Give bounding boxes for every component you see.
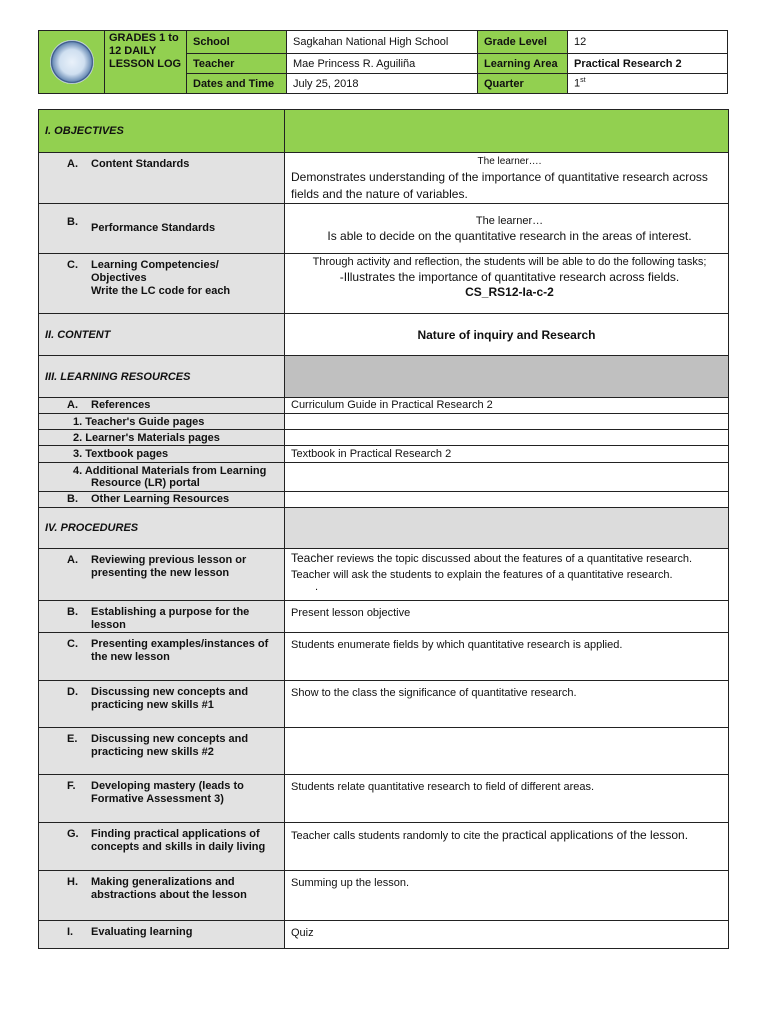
objectives-heading: I. OBJECTIVES xyxy=(39,110,285,153)
procedure-row-e xyxy=(39,728,729,775)
procedure-row-b xyxy=(39,601,729,633)
additional-materials-row xyxy=(39,463,729,492)
teachers-guide-value xyxy=(285,414,729,430)
quarter-label: Quarter xyxy=(478,74,568,94)
procedure-value-d: Show to the class the significance of quantitative research. xyxy=(285,681,729,728)
other-resources-row xyxy=(39,492,729,508)
other-resources-label: B. Other Learning Resources xyxy=(39,492,285,508)
school-value: Sagkahan National High School xyxy=(287,31,478,54)
objectives-row xyxy=(39,110,729,153)
lesson-log-table xyxy=(38,109,729,949)
content-value: Nature of inquiry and Research xyxy=(285,314,729,356)
references-label: A. References xyxy=(39,398,285,414)
procedure-row-g xyxy=(39,823,729,871)
dates-label: Dates and Time xyxy=(187,74,287,94)
procedures-heading: IV. PROCEDURES xyxy=(39,508,285,549)
textbook-label: 3. Textbook pages xyxy=(39,446,285,463)
grade-level-label: Grade Level xyxy=(478,31,568,54)
procedure-value-c: Students enumerate fields by which quantitative research is applied. xyxy=(285,633,729,681)
procedure-value-b: Present lesson objective xyxy=(285,601,729,633)
learning-area-label: Learning Area xyxy=(478,54,568,74)
other-resources-value xyxy=(285,492,729,508)
procedure-row-i xyxy=(39,921,729,949)
procedure-label-g: G. Finding practical applications of concepts and skills in daily living xyxy=(39,823,285,871)
header-table xyxy=(38,30,728,94)
resources-row xyxy=(39,356,729,398)
procedure-label-f: F. Developing mastery (leads to Formative Assessment 3) xyxy=(39,775,285,823)
procedure-row-d xyxy=(39,681,729,728)
procedure-value-h: Summing up the lesson. xyxy=(285,871,729,921)
textbook-row xyxy=(39,446,729,463)
teachers-guide-label: 1. Teacher's Guide pages xyxy=(39,414,285,430)
textbook-value: Textbook in Practical Research 2 xyxy=(285,446,729,463)
content-standards-value: The learner…. Demonstrates understanding of the importance of quantitative research across fields and the nature of variables. xyxy=(285,153,729,204)
additional-materials-label: 4. Additional Materials from Learning Resource (LR) portal xyxy=(39,463,285,492)
procedure-value-g: Teacher calls students randomly to cite the practical applications of the lesson. xyxy=(285,823,729,871)
content-row xyxy=(39,314,729,356)
learners-materials-value xyxy=(285,430,729,446)
grade-level-value: 12 xyxy=(568,31,728,54)
teachers-guide-row xyxy=(39,414,729,430)
procedure-value-a: Teacher reviews the topic discussed about the features of a quantitative research. Teacher will ask the students to explain the features of a quantitative research. . xyxy=(285,549,729,601)
objectives-heading-right xyxy=(285,110,729,153)
procedure-label-h: H. Making generalizations and abstractions about the lesson xyxy=(39,871,285,921)
teacher-label: Teacher xyxy=(187,54,287,74)
procedure-row-c xyxy=(39,633,729,681)
content-standards-label: A. Content Standards xyxy=(39,153,285,204)
procedures-row xyxy=(39,508,729,549)
resources-heading: III. LEARNING RESOURCES xyxy=(39,356,285,398)
additional-materials-value xyxy=(285,463,729,492)
performance-standards-value: The learner… Is able to decide on the quantitative research in the areas of interest. xyxy=(285,204,729,254)
references-row xyxy=(39,398,729,414)
procedure-value-f: Students relate quantitative research to field of different areas. xyxy=(285,775,729,823)
procedure-value-i: Quiz xyxy=(285,921,729,949)
procedure-label-b: B. Establishing a purpose for the lesson xyxy=(39,601,285,633)
resources-heading-right xyxy=(285,356,729,398)
content-heading: II. CONTENT xyxy=(39,314,285,356)
lc-code: CS_RS12-Ia-c-2 xyxy=(465,285,554,299)
procedure-label-d: D. Discussing new concepts and practicing new skills #1 xyxy=(39,681,285,728)
competencies-value: Through activity and reflection, the students will be able to do the following tasks; -Illustrates the importance of quantitative research across fields. CS_RS12-Ia-c-2 xyxy=(285,254,729,314)
performance-standards-row xyxy=(39,204,729,254)
quarter-value: 1st xyxy=(568,74,728,94)
procedure-row-h xyxy=(39,871,729,921)
performance-standards-label: B. Performance Standards xyxy=(39,204,285,254)
school-label: School xyxy=(187,31,287,54)
procedure-label-c: C. Presenting examples/instances of the new lesson xyxy=(39,633,285,681)
dates-value: July 25, 2018 xyxy=(287,74,478,94)
learners-materials-label: 2. Learner's Materials pages xyxy=(39,430,285,446)
procedure-row-f xyxy=(39,775,729,823)
references-value: Curriculum Guide in Practical Research 2 xyxy=(285,398,729,414)
procedure-row-a xyxy=(39,549,729,601)
learners-materials-row xyxy=(39,430,729,446)
procedure-value-e xyxy=(285,728,729,775)
content-standards-row xyxy=(39,153,729,204)
seal-cell xyxy=(39,31,105,94)
log-title: GRADES 1 to 12 DAILY LESSON LOG xyxy=(105,31,187,94)
deped-seal-icon xyxy=(50,40,94,84)
competencies-row xyxy=(39,254,729,314)
procedure-label-a: A. Reviewing previous lesson or presenting the new lesson xyxy=(39,549,285,601)
procedure-label-i: I. Evaluating learning xyxy=(39,921,285,949)
competencies-label: C. Learning Competencies/ Objectives Write the LC code for each xyxy=(39,254,285,314)
teacher-value: Mae Princess R. Aguiliña xyxy=(287,54,478,74)
procedures-heading-right xyxy=(285,508,729,549)
learning-area-value: Practical Research 2 xyxy=(568,54,728,74)
procedure-label-e: E. Discussing new concepts and practicing new skills #2 xyxy=(39,728,285,775)
